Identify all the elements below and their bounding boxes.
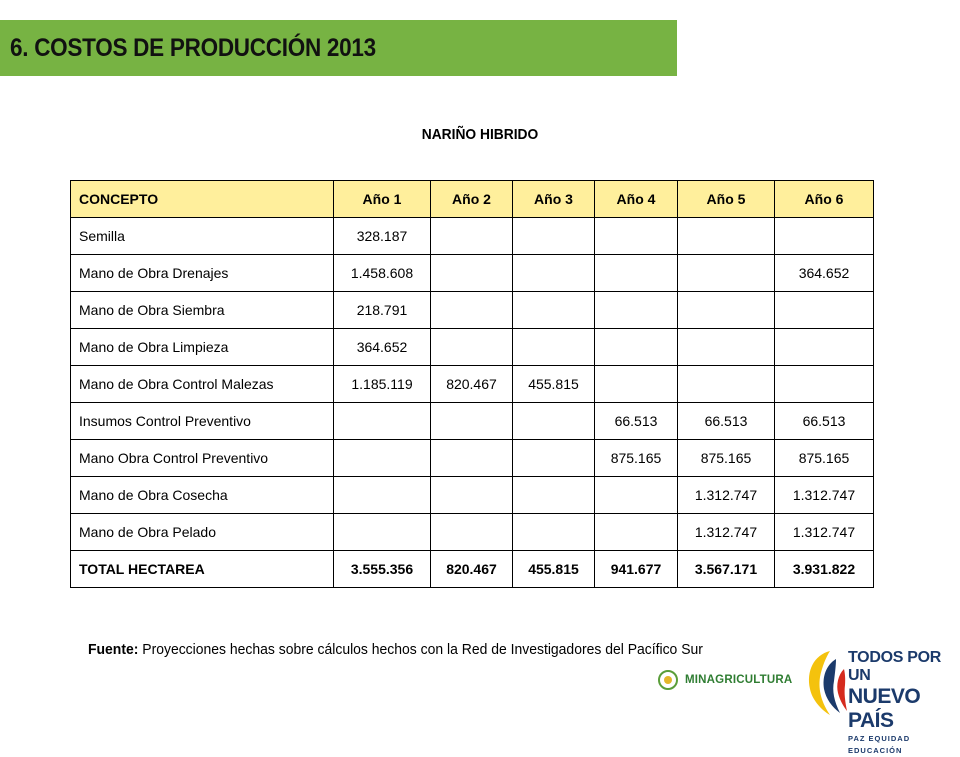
total-cell: 820.467 — [431, 551, 513, 588]
table-row — [71, 292, 874, 329]
table-row — [71, 218, 874, 255]
value-cell — [775, 329, 874, 366]
value-cell — [431, 440, 513, 477]
total-cell: 3.555.356 — [334, 551, 431, 588]
source-text: Proyecciones hechas sobre cálculos hechos con la Red de Investigadores del Pacífico Sur — [142, 641, 703, 658]
value-cell — [595, 477, 678, 514]
table-row — [71, 329, 874, 366]
value-cell — [775, 218, 874, 255]
value-cell: 1.185.119 — [334, 366, 431, 403]
value-cell: 875.165 — [678, 440, 775, 477]
value-cell: 364.652 — [775, 255, 874, 292]
value-cell — [513, 255, 595, 292]
column-header: CONCEPTO — [71, 181, 334, 218]
ministry-name: MINAGRICULTURA — [685, 674, 793, 686]
minagricultura-logo — [658, 670, 792, 690]
value-cell: 66.513 — [595, 403, 678, 440]
costs-table — [70, 180, 874, 588]
value-cell — [513, 477, 595, 514]
value-cell: 875.165 — [775, 440, 874, 477]
value-cell — [678, 329, 775, 366]
concept-cell: Semilla — [71, 218, 334, 255]
value-cell — [595, 218, 678, 255]
value-cell: 328.187 — [334, 218, 431, 255]
value-cell — [678, 292, 775, 329]
concept-cell: Mano de Obra Cosecha — [71, 477, 334, 514]
slogan-line-1: TODOS POR UN — [848, 649, 942, 684]
table-subtitle: NARIÑO HIBRIDO — [421, 126, 539, 143]
value-cell — [334, 514, 431, 551]
concept-cell: Mano de Obra Control Malezas — [71, 366, 334, 403]
value-cell: 218.791 — [334, 292, 431, 329]
slogan-line-2: NUEVO PAÍS — [848, 685, 921, 732]
slogan-line-3: PAZ EQUIDAD EDUCACIÓN — [848, 734, 911, 755]
value-cell — [595, 514, 678, 551]
concept-cell: Insumos Control Preventivo — [71, 403, 334, 440]
value-cell — [595, 255, 678, 292]
value-cell — [431, 292, 513, 329]
value-cell — [431, 255, 513, 292]
value-cell: 455.815 — [513, 366, 595, 403]
value-cell — [513, 329, 595, 366]
table-row — [71, 366, 874, 403]
value-cell — [431, 218, 513, 255]
value-cell: 66.513 — [678, 403, 775, 440]
total-cell: 455.815 — [513, 551, 595, 588]
value-cell — [431, 514, 513, 551]
value-cell: 1.312.747 — [775, 477, 874, 514]
table-row — [71, 477, 874, 514]
value-cell — [431, 329, 513, 366]
value-cell — [595, 366, 678, 403]
value-cell — [334, 477, 431, 514]
todos-por-un-nuevo-pais-logo — [800, 645, 958, 755]
value-cell — [513, 514, 595, 551]
total-label: TOTAL HECTAREA — [71, 551, 334, 588]
value-cell — [595, 292, 678, 329]
table-row — [71, 440, 874, 477]
column-header: Año 3 — [513, 181, 595, 218]
value-cell: 1.312.747 — [678, 514, 775, 551]
concept-cell: Mano de Obra Drenajes — [71, 255, 334, 292]
value-cell — [678, 366, 775, 403]
title-banner — [0, 20, 677, 76]
value-cell: 1.312.747 — [775, 514, 874, 551]
column-header: Año 5 — [678, 181, 775, 218]
value-cell: 1.458.608 — [334, 255, 431, 292]
value-cell — [513, 218, 595, 255]
slogan — [848, 649, 958, 757]
page-title: 6. COSTOS DE PRODUCCIÓN 2013 — [10, 34, 376, 62]
value-cell — [775, 292, 874, 329]
total-cell: 941.677 — [595, 551, 678, 588]
total-cell: 3.567.171 — [678, 551, 775, 588]
value-cell — [513, 440, 595, 477]
column-header: Año 4 — [595, 181, 678, 218]
concept-cell: Mano de Obra Pelado — [71, 514, 334, 551]
value-cell — [678, 218, 775, 255]
value-cell — [513, 292, 595, 329]
value-cell: 875.165 — [595, 440, 678, 477]
value-cell — [431, 403, 513, 440]
column-header: Año 1 — [334, 181, 431, 218]
source-label: Fuente: — [88, 641, 139, 658]
value-cell — [678, 255, 775, 292]
value-cell — [775, 366, 874, 403]
column-header: Año 2 — [431, 181, 513, 218]
value-cell — [334, 440, 431, 477]
concept-cell: Mano de Obra Limpieza — [71, 329, 334, 366]
total-row — [71, 551, 874, 588]
coat-of-arms-icon — [658, 670, 678, 690]
column-header: Año 6 — [775, 181, 874, 218]
flag-swoosh-icon — [800, 645, 848, 717]
table-row — [71, 403, 874, 440]
source-note — [88, 641, 703, 658]
value-cell: 1.312.747 — [678, 477, 775, 514]
table-row — [71, 255, 874, 292]
total-cell: 3.931.822 — [775, 551, 874, 588]
value-cell — [334, 403, 431, 440]
value-cell — [431, 477, 513, 514]
value-cell: 364.652 — [334, 329, 431, 366]
concept-cell: Mano Obra Control Preventivo — [71, 440, 334, 477]
value-cell: 66.513 — [775, 403, 874, 440]
value-cell: 820.467 — [431, 366, 513, 403]
concept-cell: Mano de Obra Siembra — [71, 292, 334, 329]
value-cell — [513, 403, 595, 440]
value-cell — [595, 329, 678, 366]
table-header-row — [71, 181, 874, 218]
table-row — [71, 514, 874, 551]
